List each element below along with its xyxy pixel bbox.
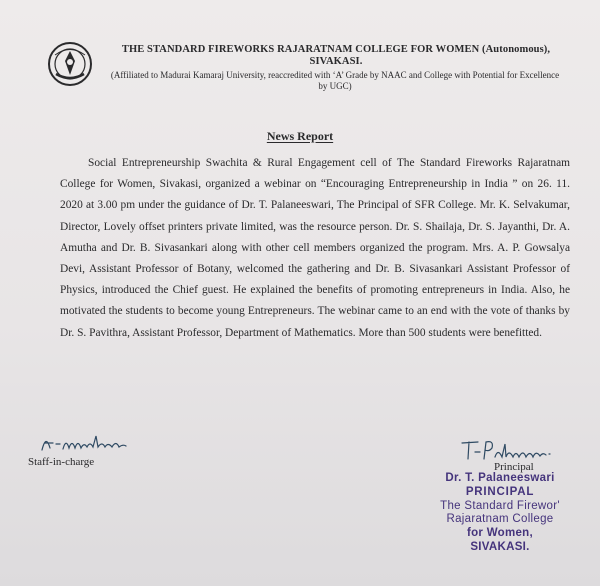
staff-signature [36,432,156,454]
report-title: News Report [266,129,334,143]
stamp-line: PRINCIPAL [465,485,535,498]
stamp-line: The Standard Firewor' [440,499,560,512]
staff-in-charge-label: Staff-in-charge [28,456,95,468]
college-emblem-icon [47,41,93,87]
stamp-line: Rajaratnam College [446,513,554,526]
affiliation-text: (Affiliated to Madurai Kamaraj University, reaccredited with ‘A’ Grade by NAAC and College with Potential for Excellence by UGC) [110,70,560,91]
report-body: Social Entrepreneurship Swachita & Rural Engagement cell of The Standard Fireworks Rajaratnam College for Women, Sivakasi, organized a webinar on “Encouraging Entrepreneurship in India ” on 26. 11. 2020 at 3.00 pm under the guidance of Dr. T. Palaneeswari, The Principal of SFR College. Mr. K. Selvakumar, Director, Lovely offset printers private limited, was the resource person. Dr. S. Shailaja, Dr. S. Jayanthi, Dr. A. Amutha and Dr. B. Sivasankari along with other cell members organized the program. Mrs. A. P. Gowsalya Devi, Assistant Professor of Botany, welcomed the gathering and Dr. B. Sivasankari Assistant Professor of Physics, introduced the Chief guest. He explained the benefits of promoting entrepreneurs in India. Also, he motivated the students to become young Entrepreneurs. The webinar came to an end with the vote of thanks by Dr. S. Pavithra, Assistant Professor, Department of Mathematics. More than 500 students were benefitted. [60,157,570,339]
college-name-line1: THE STANDARD FIREWORKS RAJARATNAM COLLEGE FOR WOMEN (Autonomous), [121,44,551,55]
college-name-line2: SIVAKASI. [309,56,363,67]
college-name [106,44,566,68]
principal-signature [458,437,578,463]
stamp-line: SIVAKASI. [470,540,530,553]
principal-label: Principal [494,461,534,473]
principal-stamp [420,472,580,555]
stamp-line: for Women, [466,527,534,540]
stamp-line: Dr. T. Palaneeswari [445,472,555,484]
